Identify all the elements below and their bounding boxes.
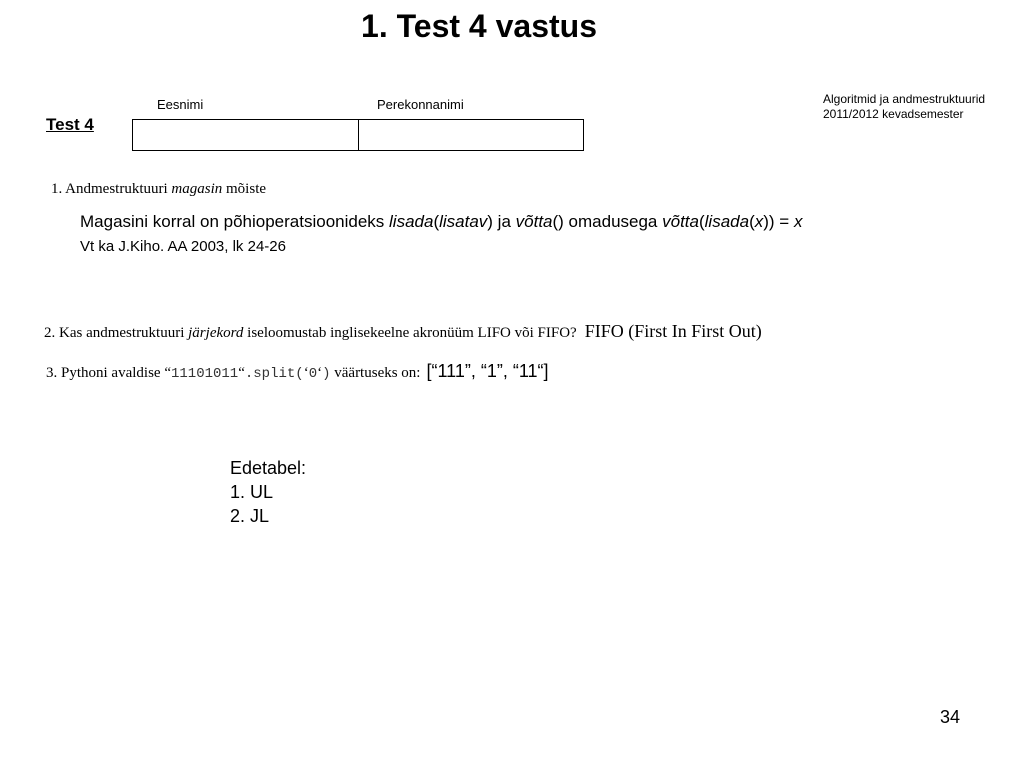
- answer-1-term: lisada: [389, 212, 434, 231]
- question-1-suffix: mõiste: [222, 181, 267, 197]
- question-3: [46, 361, 549, 382]
- first-name-label: Eesnimi: [157, 97, 204, 112]
- leaderboard: [230, 456, 306, 528]
- code-arg-close: ‘: [317, 365, 323, 381]
- last-name-cell[interactable]: [359, 120, 584, 150]
- code-string: 11101011: [170, 366, 239, 382]
- answer-1-text: (: [433, 212, 440, 231]
- answer-1: [80, 212, 802, 232]
- answer-1-text: Magasini korral on põhioperatsioonideks: [80, 212, 390, 231]
- leaderboard-title: Edetabel:: [230, 458, 307, 478]
- test-label: Test 4: [46, 115, 94, 134]
- answer-2: FIFO (First In First Out): [584, 321, 762, 341]
- answer-1-text: () omadusega: [552, 212, 663, 231]
- question-2: [44, 321, 762, 342]
- answer-1-term: x: [754, 212, 764, 231]
- question-2-prefix: 2. Kas andmestruktuuri: [44, 325, 189, 341]
- slide-title: 1. Test 4 vastus: [361, 8, 597, 44]
- answer-1-reference: Vt ka J.Kiho. AA 2003, lk 24-26: [80, 238, 286, 255]
- question-2-term: järjekord: [188, 325, 244, 341]
- question-1-term: magasin: [171, 181, 223, 197]
- answer-1-term: võtta: [515, 212, 553, 231]
- page-number: 34: [940, 707, 961, 727]
- answer-1-term: lisatav: [439, 212, 488, 231]
- answer-1-term: x: [793, 212, 803, 231]
- leaderboard-entry: 2. JL: [230, 506, 270, 526]
- question-3-quote: “: [238, 365, 245, 381]
- answer-1-term: võtta: [662, 212, 699, 231]
- course-semester: 2011/2012 kevadsemester: [823, 107, 964, 121]
- question-3-prefix: 3. Pythoni avaldise “: [46, 365, 171, 381]
- code-close: ): [322, 366, 331, 382]
- answer-1-term: lisada: [704, 212, 750, 231]
- first-name-cell[interactable]: [133, 120, 359, 150]
- answer-1-text: (: [698, 212, 705, 231]
- answer-3: [“111”, “1”, “11“]: [426, 361, 549, 381]
- code-arg: 0: [308, 366, 318, 382]
- name-table: [132, 119, 584, 151]
- answer-1-text: )) =: [763, 212, 794, 231]
- course-name: Algoritmid ja andmestruktuurid: [823, 92, 986, 106]
- question-3-suffix: väärtuseks on:: [330, 365, 421, 381]
- course-info: [823, 92, 985, 122]
- answer-1-text: (: [749, 212, 755, 231]
- question-1: [51, 181, 266, 198]
- answer-1-text: ) ja: [487, 212, 516, 231]
- leaderboard-entry: 1. UL: [230, 482, 274, 502]
- code-method: .split(: [244, 366, 304, 382]
- question-2-suffix: iseloomustab inglisekeelne akronüüm LIFO või FIFO?: [243, 325, 577, 341]
- code-arg-open: ‘: [303, 365, 309, 381]
- last-name-label: Perekonnanimi: [377, 97, 464, 112]
- question-1-prefix: 1. Andmestruktuuri: [51, 181, 172, 197]
